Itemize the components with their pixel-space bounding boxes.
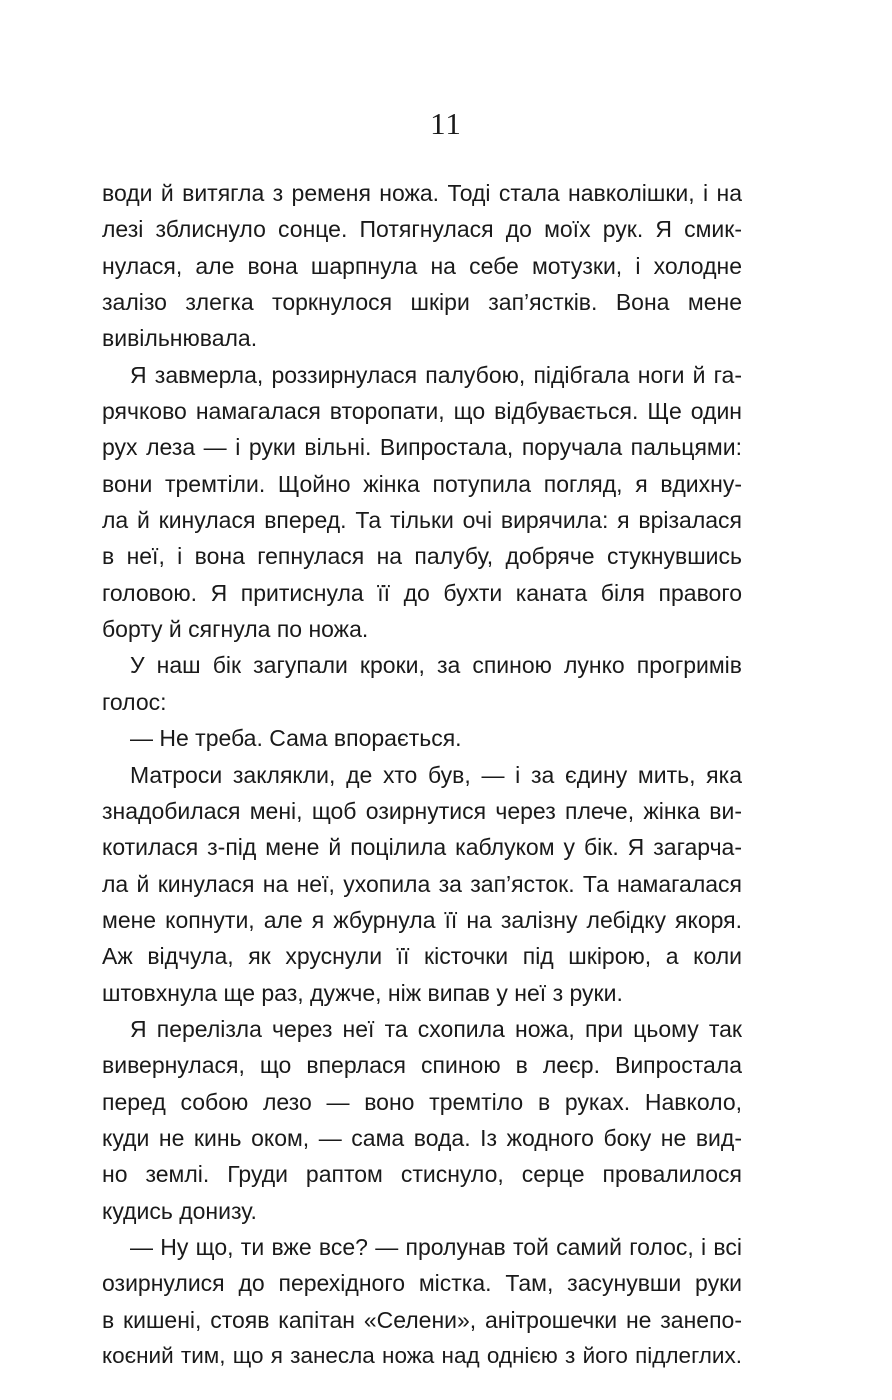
text-line: мене копнути, але я жбурнула її на залізну лебідку якоря. (102, 906, 742, 933)
text-line: борту й сягнула по ножа. (102, 616, 369, 643)
text-line: нулася, але вона шарпнула на себе мотузки, і холодне (102, 252, 742, 279)
text-line: ла й кинулася вперед. Та тільки очі вирячила: я врізалася (102, 507, 742, 534)
text-line: вони тремтіли. Щойно жінка потупила погляд, я вдихну- (102, 470, 742, 497)
paragraph-start-line: У наш бік загупали кроки, за спиною лунко прогримів (130, 652, 742, 679)
text-line: лезі зблиснуло сонце. Потягнулася до моїх рук. Я смик- (102, 216, 742, 243)
paragraph-start-line: Матроси заклякли, де хто був, — і за єдину мить, яка (130, 761, 742, 788)
text-line: голос: (102, 688, 167, 715)
text-line: штовхнула ще раз, дужче, ніж випав у неї з руки. (102, 979, 623, 1006)
text-line: кудись донизу. (102, 1197, 257, 1224)
text-line: в неї, і вона гепнулася на палубу, добряче стукнувшись (102, 543, 742, 570)
text-line: води й витягла з ременя ножа. Тоді стала навколішки, і на (102, 180, 742, 206)
dialogue-line: — Ну що, ти вже все? — пролунав той самий голос, і всі (130, 1233, 742, 1260)
text-line: в кишені, стояв капітан «Селени», анітрошечки не занепо- (102, 1306, 742, 1333)
text-line: Аж відчула, як хруснули її кісточки під шкірою, а коли (102, 943, 742, 970)
text-line: рячково намагалася второпати, що відбувається. Ще один (102, 398, 742, 425)
text-line: вивернулася, що вперлася спиною в леєр. Випростала (102, 1052, 742, 1079)
text-line: коєний тим, що я занесла ножа над однією з його підлеглих. (102, 1343, 742, 1368)
text-line: знадобилася мені, щоб озирнутися через плече, жінка ви- (102, 797, 742, 824)
text-line: рух леза — і руки вільні. Випростала, поручала пальцями: (102, 434, 742, 461)
text-line: вивільнювала. (102, 325, 258, 352)
text-line: куди не кинь оком, — сама вода. Із жодного боку не вид- (102, 1124, 742, 1151)
body-text (102, 175, 742, 1374)
text-line: озирнулися до перехідного містка. Там, засунувши руки (102, 1270, 742, 1297)
paragraph-start-line: Я завмерла, роззирнулася палубою, підібгала ноги й га- (130, 361, 742, 388)
text-line: перед собою лезо — воно тремтіло в руках. Навколо, (102, 1088, 742, 1115)
text-line: но землі. Груди раптом стиснуло, серце провалилося (102, 1161, 742, 1188)
page-number: 11 (430, 106, 462, 141)
text-line: котилася з-під мене й поцілила каблуком у бік. Я загарча- (102, 834, 742, 861)
text-line: ла й кинулася на неї, ухопила за зап’ясток. Та намагалася (102, 870, 742, 897)
dialogue-line: — Не треба. Сама впорається. (130, 725, 462, 752)
text-line: головою. Я притиснула її до бухти каната біля правого (102, 579, 742, 606)
text-line: залізо злегка торкнулося шкіри зап’ястків. Вона мене (102, 289, 742, 316)
paragraph-start-line: Я перелізла через неї та схопила ножа, при цьому так (130, 1015, 742, 1042)
